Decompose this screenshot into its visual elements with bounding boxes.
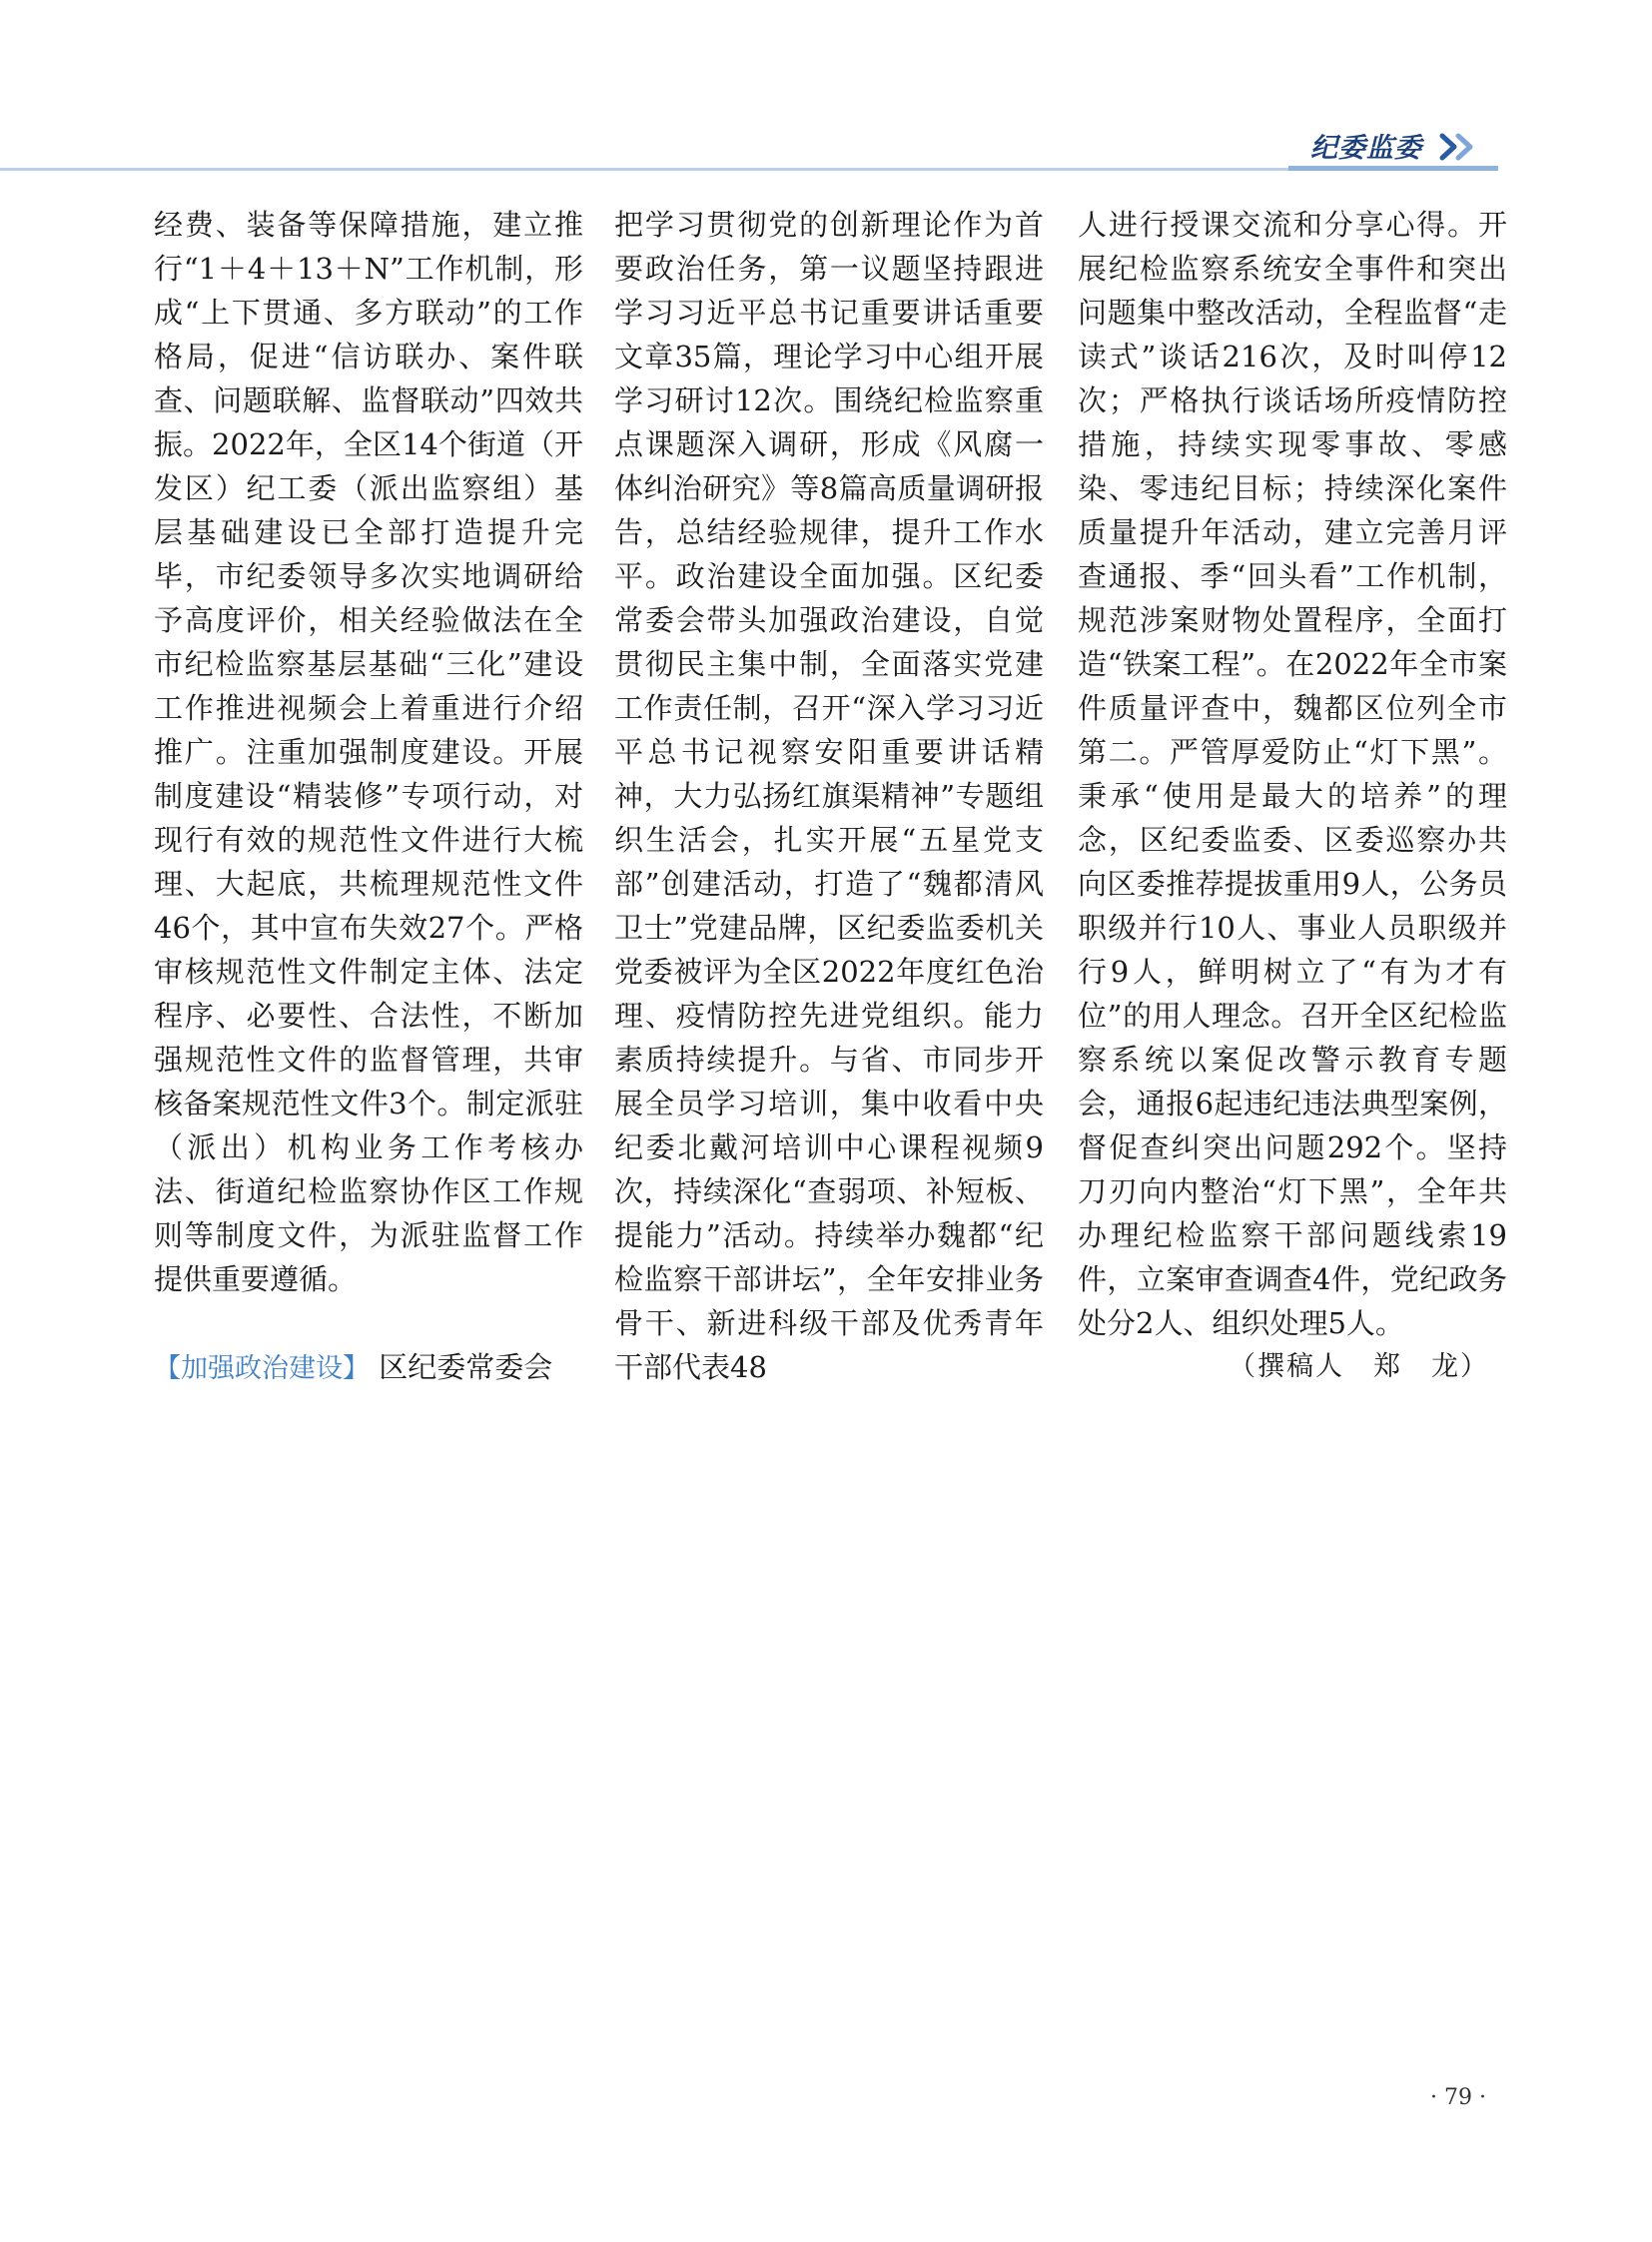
page-number: · 79 · — [1430, 2085, 1486, 2110]
section-title: 纪委监委 — [1310, 133, 1422, 164]
body-paragraph: 人进行授课交流和分享心得。开展纪检监察系统安全事件和突出问题集中整改活动，全程监督“走读式”谈话216次，及时叫停12次；严格执行谈话场所疫情防控措施，持续实现零事故、零感染、零违纪目标；持续深化案件质量提升年活动，建立完善月评查通报、季“回头看”工作机制，规范涉案财物处置程序，全面打造“铁案工程”。在2022年全市案件质量评查中，魏都区位列全市第二。严管厚爱防止“灯下黑”。秉承“使用是最大的培养”的理念，区纪委监委、区委巡察办共向区委推荐提拔重用9人，公务员职级并行10人、事业人员职级并行9人，鲜明树立了“有为才有位”的用人理念。召开全区纪检监察系统以案促改警示教育专题会，通报6起违纪违法典型案例，督促查纠突出问题292个。坚持刀刃向内整治“灯下黑”，全年共办理纪检监察干部问题线索19件，立案审查调查4件，党纪政务处分2人、组织处理5人。 — [1078, 208, 1507, 1340]
body-paragraph: 把学习贯彻党的创新理论作为首要政治任务，第一议题坚持跟进学习习近平总书记重要讲话重要文章35篇，理论学习中心组开展学习研讨12次。围绕纪检监察重点课题深入调研，形成《风腐一体纠治研究》等8篇高质量调研报告，总结经验规律，提升工作水平。政治建设全面加强。区纪委常委会带头加强政治建设，自觉贯彻民主集中制，全面落实党建工作责任制，召开“深入学习习近平总书记视察安阳重要讲话精神，大力弘扬红旗渠精神”专题组织生活会，扎实开展“五星党支部”创建活动，打造了“魏都清风卫士”党建品牌，区纪委监委机关党委被评为全区2022年度红色治理、疫情防控先进党组织。能力素质持续提升。与省、市同步开展全员学习培训，集中收看中央纪委北戴河培训中心课程视频9次，持续深化“查弱项、补短板、提能力”活动。持续举办魏都“纪检监察干部讲坛”，全年安排业务骨干、新进科级干部及优秀青年干部代表48 — [614, 208, 1044, 1384]
section-heading: 【加强政治建设】 — [154, 1353, 370, 1384]
text-column-3 — [1078, 203, 1507, 1389]
body-paragraph: 经费、装备等保障措施，建立推行“1＋4＋13＋N”工作机制，形成“上下贯通、多方联动”的工作格局，促进“信访联办、案件联查、问题联解、监督联动”四效共振。2022年，全区14个街道（开发区）纪工委（派出监察组）基层基础建设已全部打造提升完毕，市纪委领导多次实地调研给予高度评价，相关经验做法在全市纪检监察基层基础“三化”建设工作推进视频会上着重进行介绍推广。注重加强制度建设。开展制度建设“精装修”专项行动，对现行有效的规范性文件进行大梳理、大起底，共梳理规范性文件46个，其中宣布失效27个。严格审核规范性文件制定主体、法定程序、必要性、合法性，不断加强规范性文件的监督管理，共审核备案规范性文件3个。制定派驻（派出）机构业务工作考核办法、街道纪检监察协作区工作规则等制度文件，为派驻监督工作提供重要遵循。 — [154, 208, 583, 1296]
header-rule-accent — [1288, 166, 1498, 171]
author-byline: （撰稿人 郑 龙） — [1229, 1351, 1489, 1382]
header-rule — [0, 168, 1498, 171]
text-column-1 — [154, 203, 583, 1391]
text-column-2 — [614, 203, 1044, 1389]
heading-continuation: 区纪委常委会 — [379, 1350, 553, 1384]
body-paragraph — [154, 1345, 583, 1391]
chevron-double-right-icon — [1438, 133, 1482, 161]
